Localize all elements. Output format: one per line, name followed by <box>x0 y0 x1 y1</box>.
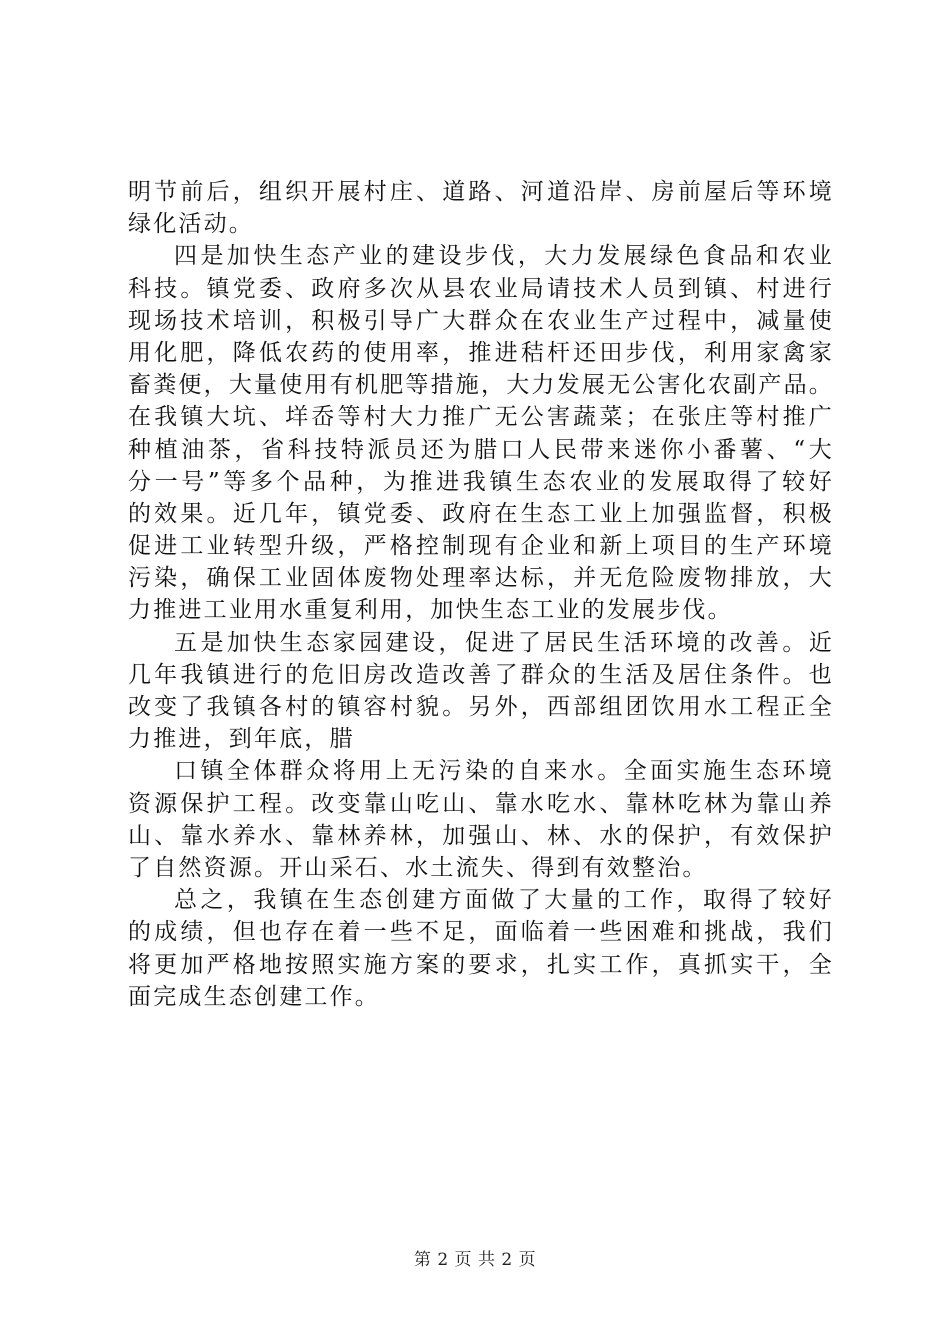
text-line: 了自然资源。开山采石、水土流失、得到有效整治。 <box>128 854 708 881</box>
page-footer: 第 2 页 共 2 页 <box>413 1250 537 1270</box>
text-line: 面完成生态创建工作。 <box>128 983 380 1010</box>
text-line: 口镇全体群众将用上无污染的自来水。全面实施生态环境 <box>174 758 834 785</box>
text-line: 畜粪便，大量使用有机肥等措施，大力发展无公害化农副产品。 <box>128 372 834 399</box>
text-line: 的成绩，但也存在着一些不足，面临着一些困难和挑战，我们 <box>128 919 834 946</box>
text-line: 力推进工业用水重复利用，加快生态工业的发展步伐。 <box>128 597 733 624</box>
text-line: 分一号”等多个品种，为推进我镇生态农业的发展取得了较好 <box>128 468 834 495</box>
text-line: 几年我镇进行的危旧房改造改善了群众的生活及居住条件。也 <box>128 661 834 688</box>
text-line: 四是加快生态产业的建设步伐，大力发展绿色食品和农业 <box>174 243 834 270</box>
text-line: 促进工业转型升级，严格控制现有企业和新上项目的生产环境 <box>128 533 834 560</box>
text-line: 绿化活动。 <box>128 211 254 238</box>
text-line: 种植油茶，省科技特派员还为腊口人民带来迷你小番薯、“大 <box>128 436 834 463</box>
text-line: 总之，我镇在生态创建方面做了大量的工作，取得了较好 <box>174 887 834 914</box>
text-line: 明节前后，组织开展村庄、道路、河道沿岸、房前屋后等环境 <box>128 179 834 205</box>
text-line: 山、靠水养水、靠林养林，加强山、林、水的保护，有效保护 <box>128 822 834 849</box>
text-line: 资源保护工程。改变靠山吃山、靠水吃水、靠林吃林为靠山养 <box>128 790 834 817</box>
text-line: 在我镇大坑、垟岙等村大力推广无公害蔬菜；在张庄等村推广 <box>128 404 834 431</box>
text-line: 的效果。近几年，镇党委、政府在生态工业上加强监督，积极 <box>128 500 834 527</box>
text-line: 科技。镇党委、政府多次从县农业局请技术人员到镇、村进行 <box>128 275 834 302</box>
text-line: 污染，确保工业固体废物处理率达标，并无危险废物排放，大 <box>128 565 834 592</box>
text-line: 用化肥，降低农药的使用率，推进秸杆还田步伐，利用家禽家 <box>128 339 834 366</box>
document-body <box>128 176 834 1013</box>
text-line: 五是加快生态家园建设，促进了居民生活环境的改善。近 <box>174 629 834 656</box>
text-line: 力推进，到年底，腊 <box>128 726 355 753</box>
text-line: 将更加严格地按照实施方案的要求，扎实工作，真抓实干，全 <box>128 951 834 978</box>
text-line: 改变了我镇各村的镇容村貌。另外，西部组团饮用水工程正全 <box>128 694 834 720</box>
text-line: 现场技术培训，积极引导广大群众在农业生产过程中，减量使 <box>128 307 834 334</box>
